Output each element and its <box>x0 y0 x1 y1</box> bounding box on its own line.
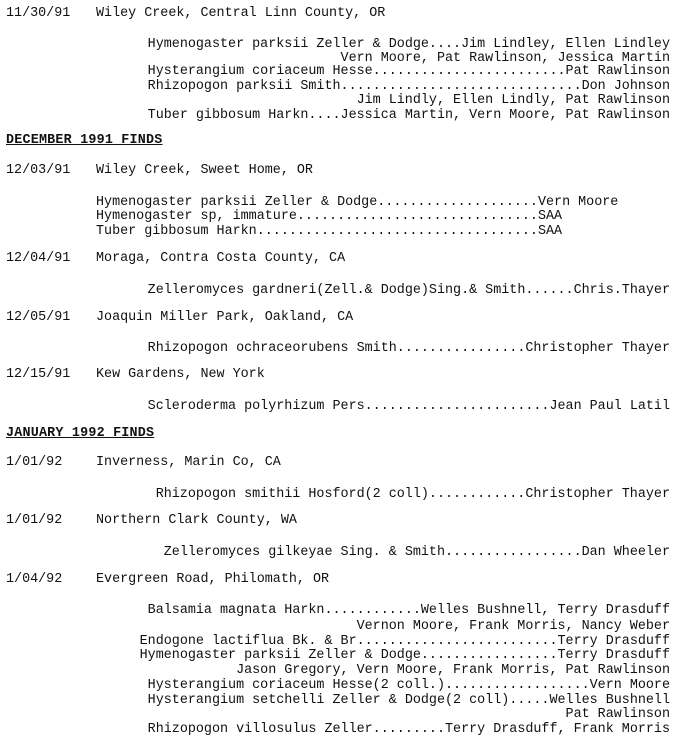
entry-date: 12/04/91 <box>6 251 71 266</box>
find-line: Hymenogaster parksii Zeller & Dodge....Jim Lindley, Ellen Lindley <box>147 37 670 52</box>
entry-location: Joaquin Miller Park, Oakland, CA <box>96 310 354 325</box>
find-line: Vernon Moore, Frank Morris, Nancy Weber <box>356 619 670 634</box>
find-line: Zelleromyces gilkeyae Sing. & Smith.................Dan Wheeler <box>163 545 670 560</box>
entry-date: 1/01/92 <box>6 455 63 470</box>
find-line: Tuber gibbosum Harkn...................................SAA <box>96 224 563 239</box>
entry-location: Northern Clark County, WA <box>96 513 297 528</box>
entry-date: 1/01/92 <box>6 513 63 528</box>
find-line: Endogone lactiflua Bk. & Br.........................Terry Drasduff <box>139 634 670 649</box>
entry-location: Evergreen Road, Philomath, OR <box>96 572 330 587</box>
find-line: Vern Moore, Pat Rawlinson, Jessica Martin <box>340 51 670 66</box>
section-header: DECEMBER 1991 FINDS <box>6 133 163 148</box>
entry-location: Inverness, Marin Co, CA <box>96 455 281 470</box>
find-line: Hysterangium setchelli Zeller & Dodge(2 coll).....Welles Bushnell <box>147 693 670 708</box>
find-line: Hymenogaster parksii Zeller & Dodge.................Terry Drasduff <box>139 648 670 663</box>
entry-location: Wiley Creek, Sweet Home, OR <box>96 163 313 178</box>
find-line: Rhizopogon ochraceorubens Smith................Christopher Thayer <box>147 341 670 356</box>
find-line: Pat Rawlinson <box>565 707 670 722</box>
entry-date: 12/05/91 <box>6 310 71 325</box>
entry-date: 1/04/92 <box>6 572 63 587</box>
find-line: Hymenogaster parksii Zeller & Dodge....................Vern Moore <box>96 195 619 210</box>
entry-location: Kew Gardens, New York <box>96 367 265 382</box>
find-line: Hysterangium coriaceum Hesse........................Pat Rawlinson <box>147 64 670 79</box>
find-line: Tuber gibbosum Harkn....Jessica Martin, Vern Moore, Pat Rawlinson <box>147 108 670 123</box>
find-line: Rhizopogon smithii Hosford(2 coll)............Christopher Thayer <box>155 487 670 502</box>
find-line: Zelleromyces gardneri(Zell.& Dodge)Sing.& Smith......Chris.Thayer <box>147 283 670 298</box>
entry-location: Wiley Creek, Central Linn County, OR <box>96 6 386 21</box>
find-line: Scleroderma polyrhizum Pers.......................Jean Paul Latil <box>147 399 670 414</box>
entry-date: 12/03/91 <box>6 163 71 178</box>
find-line: Jason Gregory, Vern Moore, Frank Morris, Pat Rawlinson <box>236 663 670 678</box>
find-line: Hymenogaster sp, immature..............................SAA <box>96 209 563 224</box>
section-header: JANUARY 1992 FINDS <box>6 426 155 441</box>
entry-date: 12/15/91 <box>6 367 71 382</box>
entry-location: Moraga, Contra Costa County, CA <box>96 251 346 266</box>
find-line: Jim Lindly, Ellen Lindly, Pat Rawlinson <box>356 93 670 108</box>
entry-date: 11/30/91 <box>6 6 71 21</box>
find-line: Rhizopogon villosulus Zeller.........Terry Drasduff, Frank Morris <box>147 722 670 737</box>
find-line: Hysterangium coriaceum Hesse(2 coll.)..................Vern Moore <box>147 678 670 693</box>
find-line: Rhizopogon parksii Smith..............................Don Johnson <box>147 79 670 94</box>
find-line: Balsamia magnata Harkn............Welles Bushnell, Terry Drasduff <box>147 603 670 618</box>
